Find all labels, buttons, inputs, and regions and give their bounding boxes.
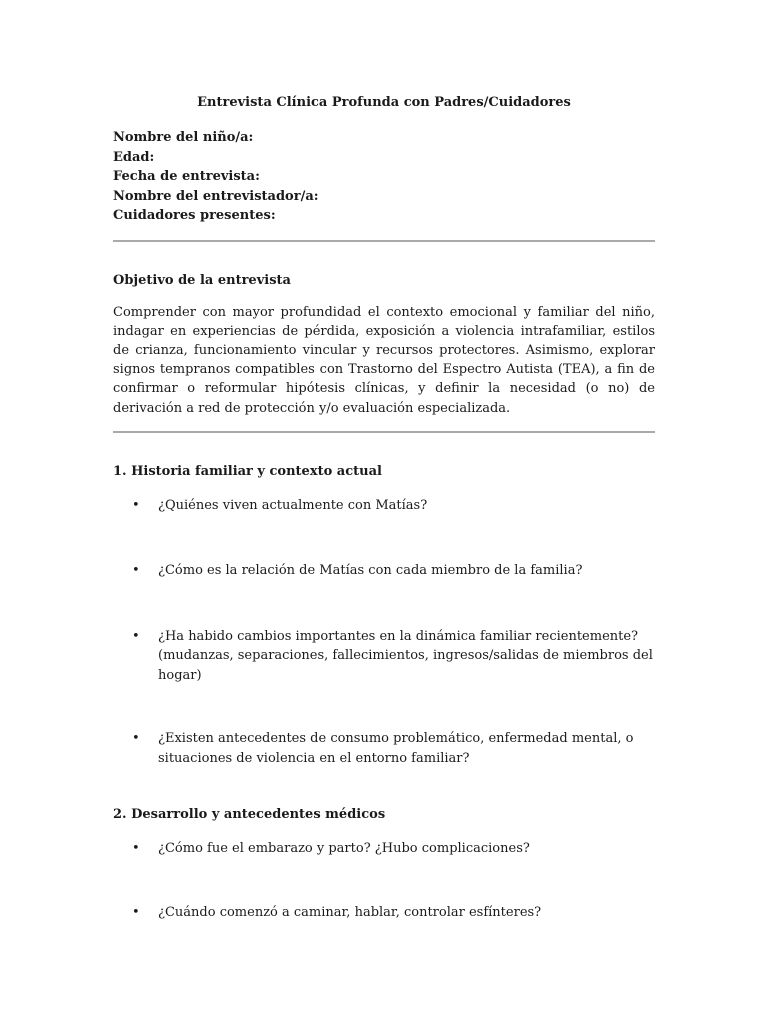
field-interviewer-name: Nombre del entrevistador/a: [113,188,319,204]
bullet-icon: • [132,904,140,920]
field-age: Edad: [113,149,155,165]
list-item [113,561,655,581]
question-text: ¿Cómo fue el embarazo y parto? ¿Hubo complicaciones? [158,841,530,857]
field-interview-date: Fecha de entrevista: [113,169,260,184]
bullet-icon: • [132,628,140,644]
list-item [113,496,655,516]
bullet-icon: • [132,563,140,579]
question-text: ¿Existen antecedentes de consumo problemático, enfermedad mental, o situaciones de violencia en el entorno familiar? [158,731,634,766]
section-heading-family-history: 1. Historia familiar y contexto actual [113,463,382,479]
section-heading-development: 2. Desarrollo y antecedentes médicos [113,807,386,823]
question-text: ¿Ha habido cambios importantes en la dinámica familiar recientemente? (mudanzas, separaciones, fallecimientos, ingresos/salidas de miembros del hogar) [158,628,653,683]
objective-paragraph: Comprender con mayor profundidad el contexto emocional y familiar del niño, indagar en experiencias de pérdida, exposición a violencia intrafamiliar, estilos de crianza, funcionamiento vincular y recursos protectores. Asimismo, explorar signos tempranos compatibles con Trastorno del Espectro Autista (TEA), a fin de confirmar o reformular hipótesis clínicas, y definir la necesidad (o no) de derivación a red de protección y/o evaluación especializada. [113,304,655,416]
horizontal-rule [113,431,655,433]
question-text: ¿Cuándo comenzó a caminar, hablar, controlar esfínteres? [158,904,542,920]
field-child-name: Nombre del niño/a: [113,130,254,145]
question-list-development [113,839,655,922]
document-title: Entrevista Clínica Profunda con Padres/Cuidadores [197,95,571,110]
list-item [113,729,655,768]
bullet-icon: • [132,731,140,747]
header-fields [113,128,655,226]
question-text: ¿Quiénes viven actualmente con Matías? [158,497,428,513]
objective-heading: Objetivo de la entrevista [113,272,291,288]
question-list-family-history [113,496,655,769]
bullet-icon: • [132,497,140,513]
field-caregivers-present: Cuidadores presentes: [113,208,276,223]
horizontal-rule [113,240,655,242]
list-item [113,627,655,686]
bullet-icon: • [132,841,140,857]
list-item [113,839,655,859]
list-item [113,903,655,923]
question-text: ¿Cómo es la relación de Matías con cada miembro de la familia? [158,563,583,579]
